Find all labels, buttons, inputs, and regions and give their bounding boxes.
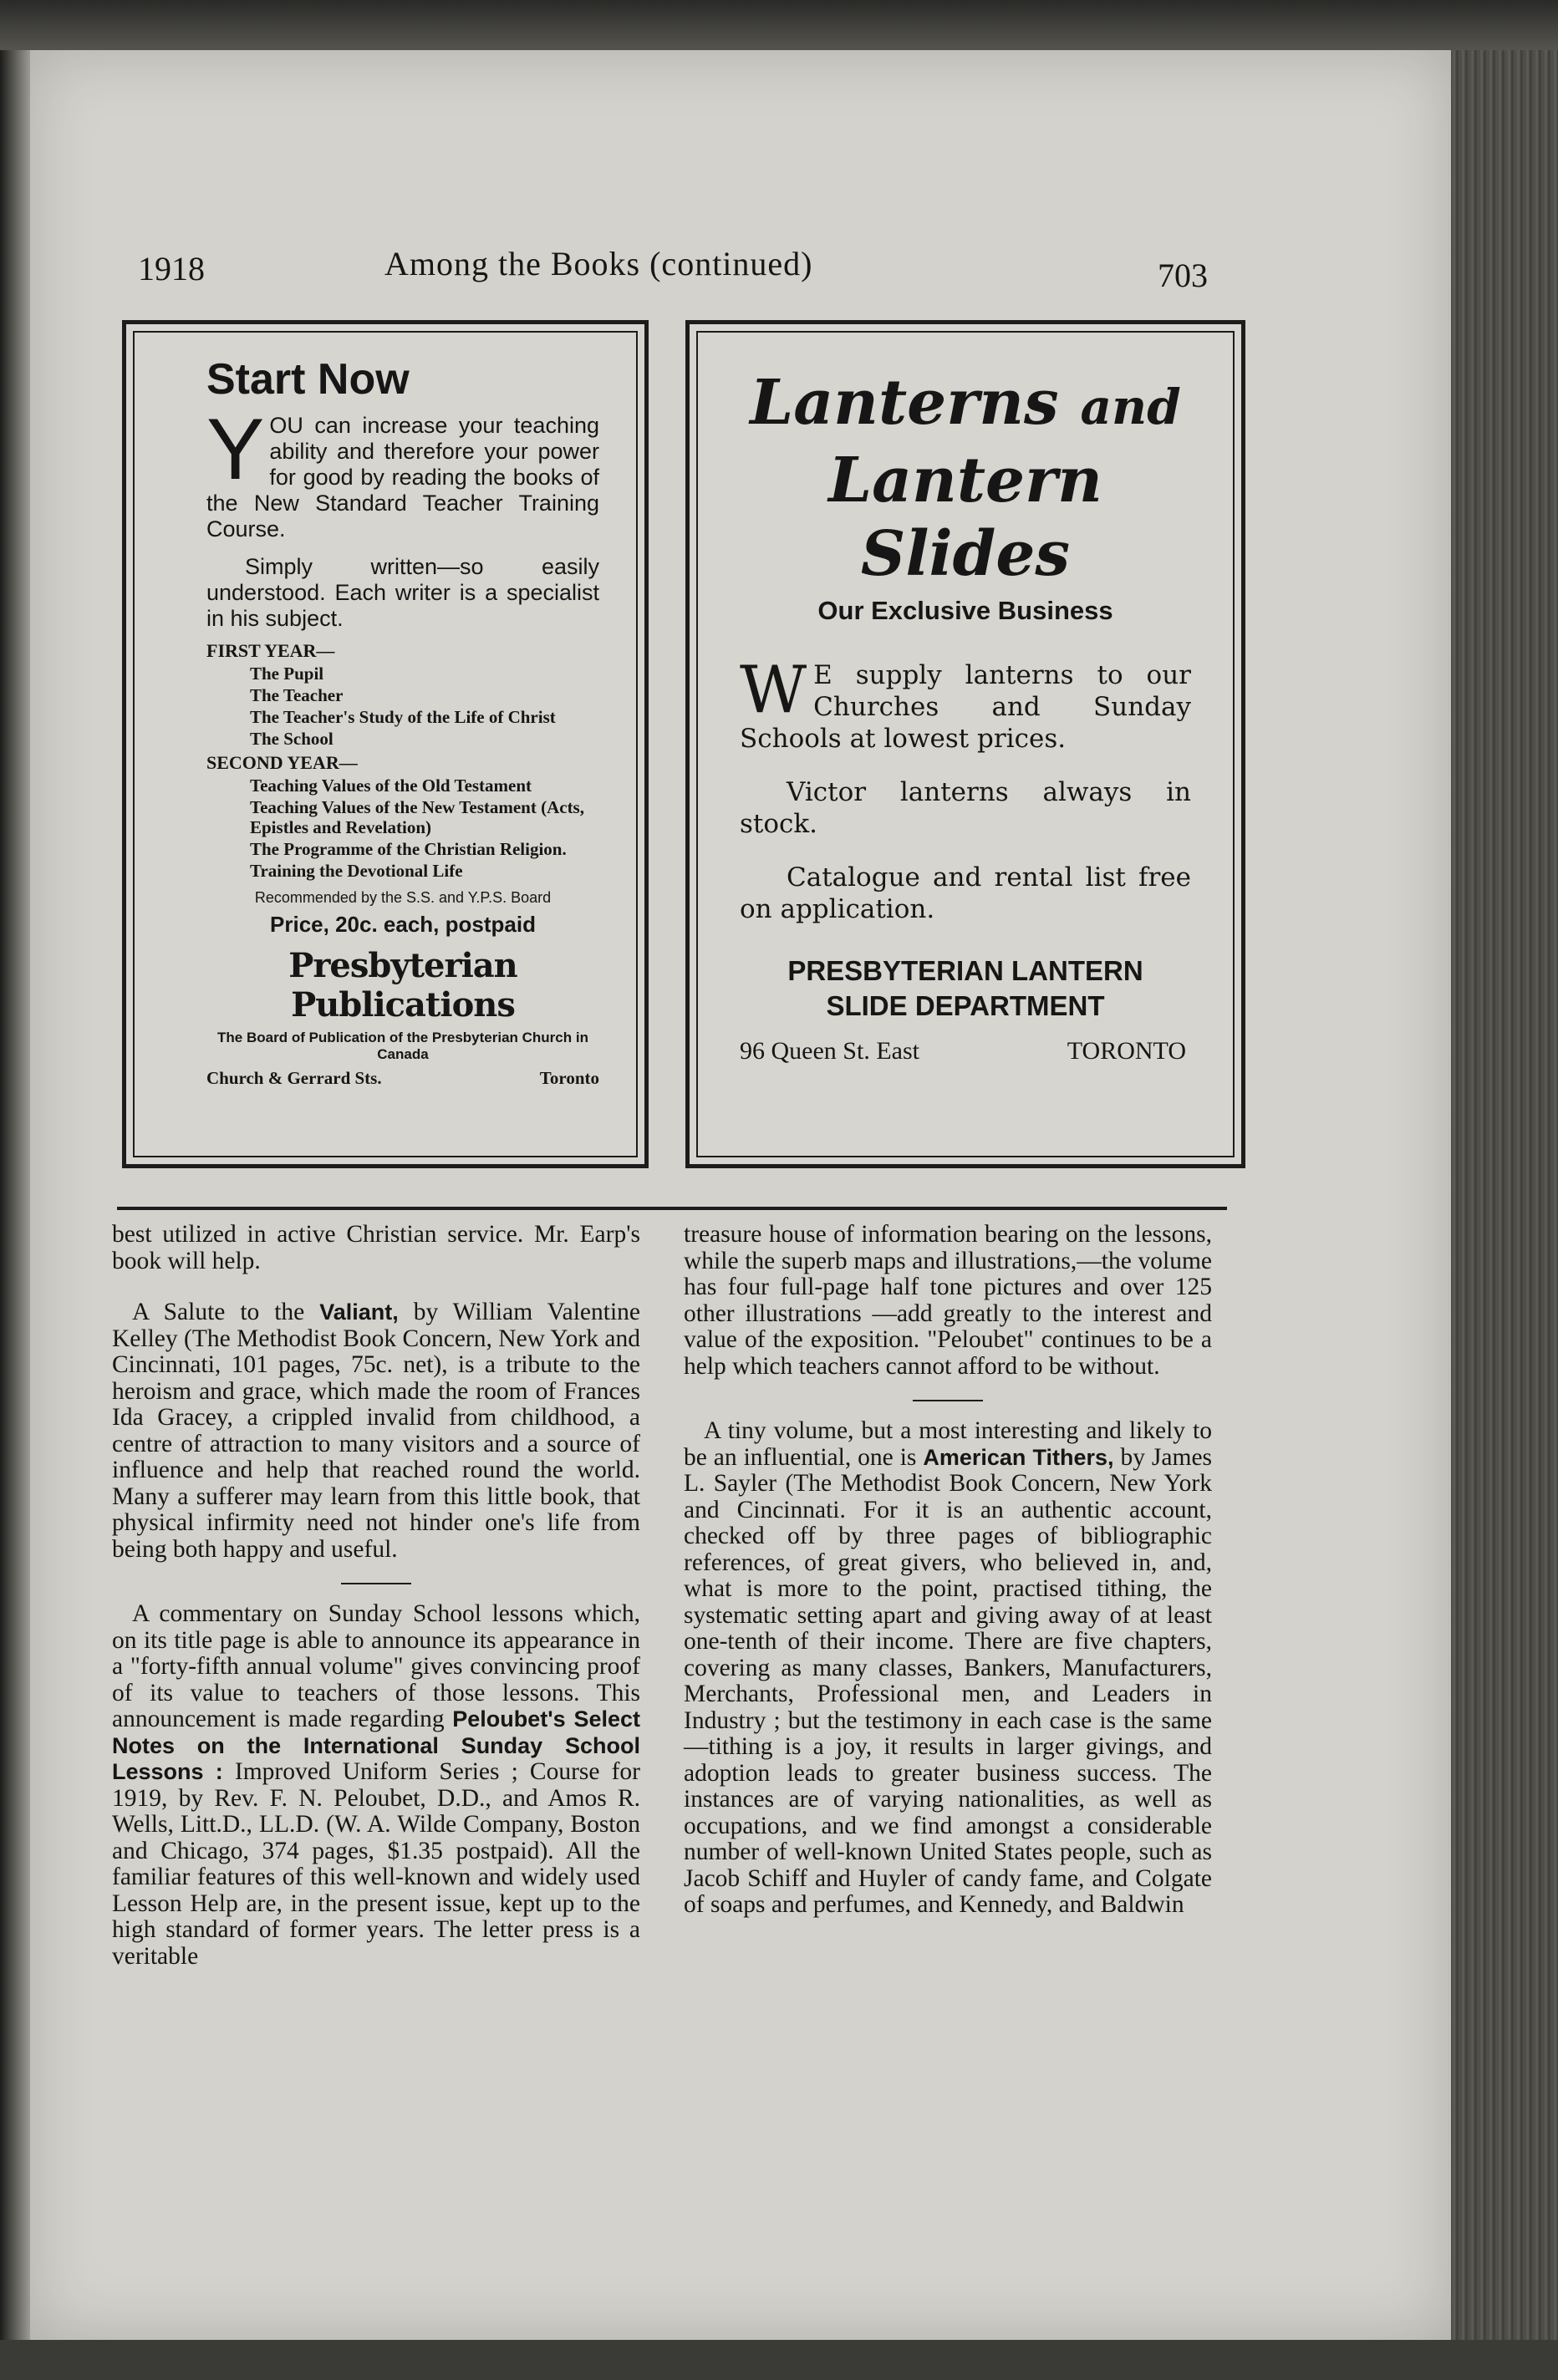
course-item: The School <box>250 729 333 749</box>
lanterns-title-1 <box>740 366 1191 444</box>
page-number: 703 <box>1158 257 1208 294</box>
department-line-1: PRESBYTERIAN LANTERN <box>787 955 1143 986</box>
paragraph-rest: Improved Uniform Series ; Course for 1919, by Rev. F. N. Peloubet, D.D., and Amos R. Wells, Litt.D., LL.D. (W. A. Wilde Company, Boston and Chicago, 374 pages, $1.35 postpaid). All the familiar features of this well-known and widely used Lesson Help are, in the present issue, kept up to the high standard of former years. The letter press is a veritable <box>112 1758 640 1970</box>
department-street: 96 Queen St. East <box>740 1037 919 1065</box>
publisher-city: Toronto <box>539 1068 599 1088</box>
course-item: The Teacher's Study of the Life of Christ <box>250 707 556 727</box>
paragraph: best utilized in active Christian service. Mr. Earp's book will help. <box>112 1221 640 1274</box>
paragraph-rest: by James L. Sayler (The Methodist Book Concern, New York and Cincinnati. For it is an authentic account, checked off by three pages of bibliographic references, of great givers, who believed in, and, what is more to the point, practised tithing, the systematic setting apart and giving away of at least one-tenth of their income. There are five chapters, covering as many classes, Bankers, Manufacturers, Merchants, Professional men, and Leaders in Industry ; but the testimony in each case is the same—tithing is a joy, it results in larger givings, and adoption leads to greater business success. The instances are of varying nationalities, as well as occupations, and we find amongst a considerable number of well-known United States people, such as Jacob Schiff and Huyler of candy fame, and Colgate of soaps and perfumes, and Kennedy, and Baldwin <box>684 1443 1213 1918</box>
first-year-list <box>206 664 599 749</box>
course-item: Teaching Values of the New Testament (Acts, Epistles and Revelation) <box>250 797 584 837</box>
paragraph-peloubet <box>112 1601 640 1970</box>
paragraph-valiant <box>112 1299 640 1563</box>
course-item: The Pupil <box>250 664 324 684</box>
price: Price, 20c. each, postpaid <box>270 912 536 937</box>
advert-intro-2: Simply written—so easily understood. Each writer is a specialist in his subject. <box>206 554 599 631</box>
book-title: American Tithers, <box>923 1444 1114 1470</box>
department-address <box>740 1037 1191 1065</box>
running-head <box>0 244 1558 294</box>
course-item: Training the Devotional Life <box>250 861 463 881</box>
advert-title: Start Now <box>206 355 410 404</box>
paragraph-lead: A commentary on Sunday School lessons which, on its title page is able to announce its appearance in a "forty-fifth annual volume" gives convincing proof of its value to teachers of those lessons. This announcement is made regarding <box>112 1600 640 1732</box>
department-line-2: SLIDE DEPARTMENT <box>826 990 1105 1021</box>
catalogue-paragraph: Catalogue and rental list free on application. <box>740 862 1191 924</box>
text-column-left <box>112 1222 640 1970</box>
paragraph-rest: by William Valentine Kelley (The Methodist Book Concern, New York and Cincinnati, 101 pages, 75c. net), is a tribute to the heroism and grace, which made the room of Frances Ida Gracey, a crippled invalid from childhood, a centre of attraction to many visitors and a source of influence and help that reached round the world. Many a sufferer may learn from this little book, that physical infirmity need not hinder one's life from being both happy and useful. <box>112 1299 640 1563</box>
course-item: Teaching Values of the Old Testament <box>250 776 532 796</box>
advert-intro-text: OU can increase your teaching ability and therefore your power for good by reading the books of the New Standard Teacher Training Course. <box>206 413 599 542</box>
advert-start-now <box>122 320 649 1168</box>
second-year-list <box>206 776 599 881</box>
second-year-label: SECOND YEAR— <box>206 752 358 773</box>
paragraph-lead: A Salute to the <box>132 1299 320 1325</box>
department-name <box>740 954 1191 1024</box>
drop-cap: W <box>740 653 807 728</box>
publisher-street: Church & Gerrard Sts. <box>206 1068 382 1088</box>
victor-paragraph: Victor lanterns always in stock. <box>740 777 1191 839</box>
header-year: 1918 <box>138 250 205 287</box>
publisher-name: Presbyterian Publications <box>288 946 517 1025</box>
paragraph: treasure house of information bearing on the lessons, while the superb maps and illustrations,—the volume has four full-page half tone pictures and over 125 other illustrations —add greatly to the interest and value of the exposition. "Peloubet" continues to be a help which teachers cannot afford to be without. <box>684 1221 1212 1380</box>
scan-left-edge <box>0 50 30 2340</box>
publisher-subtitle: The Board of Publication of the Presbyterian Church in Canada <box>217 1030 588 1062</box>
paragraph-tithers <box>684 1418 1212 1919</box>
drop-cap: Y <box>206 401 265 498</box>
publisher-address <box>206 1068 599 1089</box>
lanterns-title-2: Lantern Slides <box>828 445 1102 590</box>
advert-lanterns-content <box>740 366 1191 1065</box>
lanterns-word: Lanterns <box>750 367 1059 439</box>
paragraph-lead: A tiny volume, but a most interesting and likely to be an influential, one is <box>684 1417 1212 1471</box>
separator-rule <box>913 1400 983 1401</box>
supply-text: E supply lanterns to our Churches and Sunday Schools at lowest prices. <box>740 660 1191 754</box>
advert-lanterns <box>685 320 1245 1168</box>
supply-paragraph <box>740 653 1191 755</box>
book-page-edges <box>1451 50 1558 2340</box>
book-title: Peloubet's Select Notes on the International Sunday School Lessons : <box>112 1706 640 1784</box>
header-title: Among the Books (continued) <box>384 245 813 282</box>
first-year-label: FIRST YEAR— <box>206 640 335 661</box>
course-item: The Programme of the Christian Religion. <box>250 839 567 859</box>
scan-top-edge <box>0 0 1558 50</box>
section-rule <box>117 1207 1227 1210</box>
advert-intro <box>206 401 599 542</box>
book-title: Valiant, <box>319 1299 399 1325</box>
and-word: and <box>1080 379 1181 435</box>
text-column-right <box>684 1222 1212 1919</box>
separator-rule <box>341 1583 411 1584</box>
department-city: TORONTO <box>1067 1037 1186 1065</box>
course-item: The Teacher <box>250 685 344 705</box>
recommendation: Recommended by the S.S. and Y.P.S. Board <box>254 889 552 906</box>
advert-start-now-content <box>206 355 599 1089</box>
exclusive-business: Our Exclusive Business <box>817 596 1113 625</box>
